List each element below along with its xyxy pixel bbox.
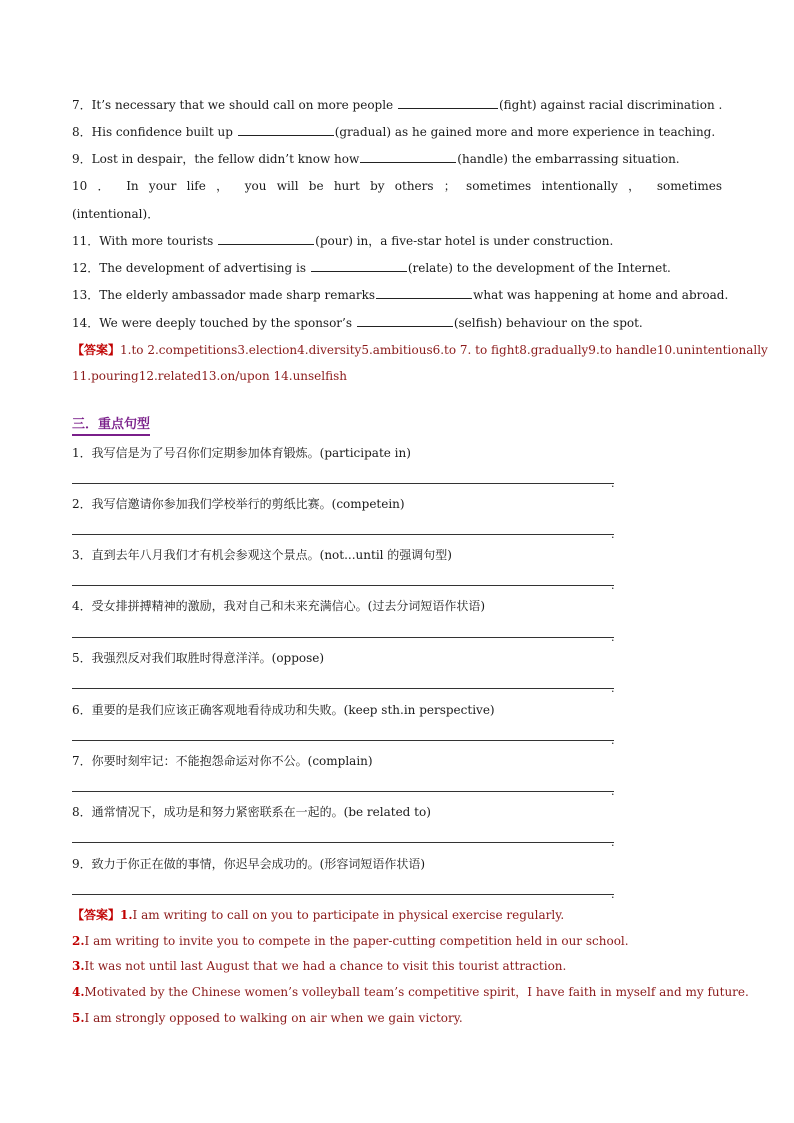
line-end-dot: . [611, 579, 615, 592]
answer-line-2[interactable] [72, 534, 614, 535]
sentence-item-1: 1．我写信是为了号召你们定期参加体育锻炼。(participate in) [72, 446, 411, 460]
fill-item-8: 8．His confidence built up (gradual) as he gained more and more experience in teaching. [72, 125, 716, 139]
fill-item-13: 13．The elderly ambassador made sharp remarks what was happening at home and abroad. [72, 288, 729, 302]
sentence-item-2: 2．我写信邀请你参加我们学校举行的剪纸比赛。(competein) [72, 497, 405, 511]
line-end-dot: . [611, 528, 615, 541]
answer2-line-1: 【答案】1.I am writing to call on you to participate in physical exercise regularly. [72, 908, 565, 922]
fill-item-14: 14．We were deeply touched by the sponsor’s (selfish) behaviour on the spot. [72, 316, 643, 330]
fill-item-7: 7．It’s necessary that we should call on more people (fight) against racial discrimination . [72, 98, 723, 112]
answer-line-5[interactable] [72, 688, 614, 689]
line-end-dot: . [611, 682, 615, 695]
answer-line-6[interactable] [72, 740, 614, 741]
answer2-line-3: 3.It was not until last August that we had a chance to visit this tourist attraction. [72, 959, 567, 973]
sentence-item-3: 3．直到去年八月我们才有机会参观这个景点。(not...until 的强调句型) [72, 548, 452, 562]
fill-item-9: 9．Lost in despair，the fellow didn’t know how (handle) the embarrassing situation. [72, 152, 680, 166]
fill-item-10-line1: 10 ． In your life ， you will be hurt by others ； sometimes intentionally ， sometimes [72, 179, 722, 193]
answer-line-1[interactable] [72, 483, 614, 484]
line-end-dot: . [611, 888, 615, 901]
answer2-line-2: 2.I am writing to invite you to compete in the paper-cutting competition held in our school. [72, 934, 629, 948]
line-end-dot: . [611, 477, 615, 490]
answer-line-8[interactable] [72, 842, 614, 843]
sentence-item-4: 4．受女排拼搏精神的激励，我对自己和未来充满信心。(过去分词短语作状语) [72, 599, 486, 613]
sentence-item-8: 8．通常情况下，成功是和努力紧密联系在一起的。(be related to) [72, 805, 431, 819]
answer-line-4[interactable] [72, 637, 614, 638]
line-end-dot: . [611, 631, 615, 644]
answer-blank[interactable] [360, 151, 456, 163]
answer-blank[interactable] [357, 315, 453, 327]
answer-line-3[interactable] [72, 585, 614, 586]
answer-line-9[interactable] [72, 894, 614, 895]
answer2-line-5: 5.I am strongly opposed to walking on air when we gain victory. [72, 1011, 463, 1025]
answer-blank[interactable] [376, 287, 472, 299]
line-end-dot: . [611, 734, 615, 747]
answer-key-line1: 【答案】1.to 2.competitions3.election4.diversity5.ambitious6.to 7. to fight8.gradually9.to handle10.unintentionally [72, 343, 768, 357]
answer-blank[interactable] [238, 124, 334, 136]
answer-line-7[interactable] [72, 791, 614, 792]
fill-item-11: 11．With more tourists (pour) in，a five-star hotel is under construction. [72, 234, 614, 248]
answer2-line-4: 4.Motivated by the Chinese women’s volleyball team’s competitive spirit，I have faith in myself and my future. [72, 985, 749, 999]
fill-item-10-line2: (intentional)． [72, 207, 160, 221]
sentence-item-9: 9．致力于你正在做的事情，你迟早会成功的。(形容词短语作状语) [72, 857, 426, 871]
answer-key-line2: 11.pouring12.related13.on/upon 14.unselfish [72, 369, 348, 383]
line-end-dot: . [611, 836, 615, 849]
answer-blank[interactable] [218, 233, 314, 245]
section-title: 三．重点句型 [72, 416, 150, 436]
fill-item-12: 12．The development of advertising is (relate) to the development of the Internet. [72, 261, 671, 275]
sentence-item-7: 7．你要时刻牢记：不能抱怨命运对你不公。(complain) [72, 754, 373, 768]
answer-blank[interactable] [398, 97, 498, 109]
line-end-dot: . [611, 785, 615, 798]
sentence-item-6: 6．重要的是我们应该正确客观地看待成功和失败。(keep sth.in perspective) [72, 703, 495, 717]
sentence-item-5: 5．我强烈反对我们取胜时得意洋洋。(oppose) [72, 651, 325, 665]
answer-blank[interactable] [311, 260, 407, 272]
